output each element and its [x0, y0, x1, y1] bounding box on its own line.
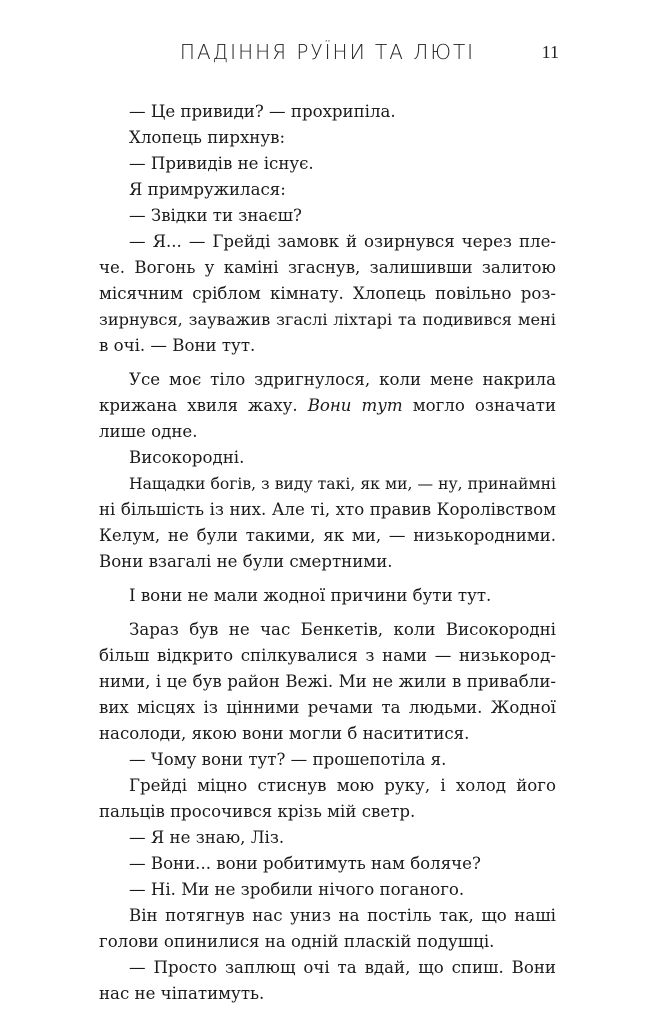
body-text [99, 99, 556, 1007]
text-line: ними, і це був район Вежі. Ми не жили в привабли- [99, 672, 556, 691]
text-line: — Вони... вони робитимуть нам боляче? [129, 854, 481, 873]
text-line: нас не чіпатимуть. [99, 984, 265, 1003]
text-segment: могло означати [412, 396, 556, 415]
text-line: — Це привиди? — прохрипіла. [129, 102, 396, 121]
text-line: ні більшість із них. Але ті, хто правив Королівством [99, 500, 556, 519]
paragraph-gap [129, 575, 556, 583]
text-line: вих місцях із цінними речами та людьми. Жодної [99, 698, 556, 717]
paragraph-gap [129, 359, 556, 367]
text-line: Він потягнув нас униз на постіль так, що наші [129, 906, 556, 925]
text-line: зирнувся, зауважив згаслі ліхтарі та подивився мені [99, 310, 556, 329]
italic-phrase: Вони тут [307, 396, 403, 415]
text-line: місячним сріблом кімнату. Хлопець повільно роз- [99, 284, 556, 303]
text-line: голови опинилися на одній пласкій подушці. [99, 932, 495, 951]
text-line: Усе моє тіло здригнулося, коли мене накрила [129, 370, 556, 389]
text-line: — Привидів не існує. [129, 154, 314, 173]
text-line: Келум, не були такими, як ми, — низькородними. [99, 526, 556, 545]
text-line: більш відкрито спілкувалися з нами — низькород- [99, 646, 556, 665]
text-line: Я примружилася: [129, 180, 286, 199]
chapter-title: ПАДІННЯ РУЇНИ ТА ЛЮТІ [179, 40, 476, 64]
text-line: Хлопець пирхнув: [129, 128, 286, 147]
text-line: Грейді міцно стиснув мою руку, і холод його [129, 776, 556, 795]
text-line: Високородні. [129, 448, 245, 467]
text-line: Нащадки богів, з виду такі, як ми, — ну, принаймні [129, 475, 556, 493]
text-line: Зараз був не час Бенкетів, коли Високородні [129, 620, 556, 639]
text-line: лише одне. [99, 422, 198, 441]
text-line: — Просто заплющ очі та вдай, що спиш. Вони [129, 958, 556, 977]
text-line: в очі. — Вони тут. [99, 336, 256, 355]
text-line: че. Вогонь у каміні згаснув, залишивши залитою [99, 258, 556, 277]
text-line: — Я не знаю, Ліз. [129, 828, 285, 847]
text-line: — Я... — Грейді замовк й озирнувся через пле- [129, 232, 556, 251]
text-line: Вони взагалі не були смертними. [99, 552, 393, 571]
text-line: — Звідки ти знаєш? [129, 206, 302, 225]
text-line: — Чому вони тут? — прошепотіла я. [129, 750, 447, 769]
text-line: І вони не мали жодної причини бути тут. [129, 586, 492, 605]
text-line: — Ні. Ми не зробили нічого поганого. [129, 880, 465, 899]
page-number: 11 [541, 42, 559, 62]
paragraph-gap [129, 609, 556, 617]
text-line: насолоди, якою вони могли б насититися. [99, 724, 470, 743]
text-line [99, 393, 556, 419]
running-header [0, 40, 655, 66]
text-segment: крижана хвиля жаху. [99, 396, 298, 415]
text-line: пальців просочився крізь мій светр. [99, 802, 416, 821]
